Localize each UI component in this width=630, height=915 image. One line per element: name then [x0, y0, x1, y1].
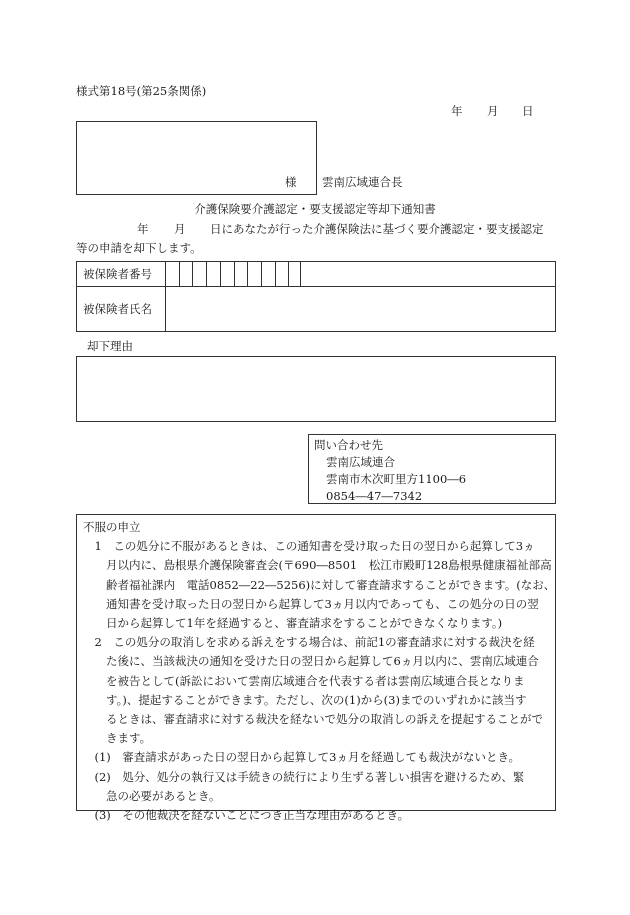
contact-phone: 0854―47―7342 [326, 489, 423, 503]
addressee-box[interactable] [76, 121, 317, 195]
table-divider [77, 286, 555, 287]
objection-line: (2) 処分、処分の執行又は手続きの続行により生ずる著しい損害を避けるため、緊 [83, 769, 525, 784]
insured-number-label: 被保険者番号 [83, 267, 152, 281]
rejection-reason-label: 却下理由 [87, 339, 133, 353]
insured-info-table [76, 261, 556, 332]
digit-cell[interactable] [261, 262, 274, 286]
date-month-label: 月 [487, 104, 499, 118]
insured-name-label: 被保険者氏名 [83, 302, 152, 316]
rejection-reason-box[interactable] [76, 356, 556, 422]
objection-heading: 不服の申立 [83, 520, 141, 534]
objection-line: を被告として(訴訟において雲南広域連合を代表する者は雲南広域連合長となりま [83, 673, 525, 688]
objection-line: るときは、審査請求に対する裁決を経ないで処分の取消しの訴えを提起することがで [83, 712, 543, 727]
objection-line: (1) 審査請求があった日の翌日から起算して3ヵ月を経過しても裁決がないとき。 [83, 750, 521, 765]
objection-line: 2 この処分の取消しを求める訴えをする場合は、前記1の審査請求に対する裁決を経 [83, 635, 535, 650]
digit-cell[interactable] [192, 262, 205, 286]
date-day-label: 日 [522, 104, 534, 118]
digit-cell[interactable] [206, 262, 219, 286]
digit-cell[interactable] [220, 262, 233, 286]
digit-cell[interactable] [288, 262, 301, 286]
page-title: 介護保険要介護認定・要支援認定等却下通知書 [194, 202, 436, 216]
intro-month-label: 月 [174, 222, 186, 236]
objection-line: 齢者福祉課内 電話0852―22―5256)に対して審査請求することができます。(なお、 [83, 577, 556, 592]
objection-line: 急の必要があるとき。 [83, 788, 221, 803]
objection-line: す。)、提起することができます。ただし、次の(1)から(3)までのいずれかに該当す [83, 692, 527, 707]
objection-line: (3) その他裁決を経ないことにつき正当な理由があるとき。 [83, 808, 410, 823]
digit-cell[interactable] [179, 262, 192, 286]
contact-address: 雲南市木次町里方1100―6 [326, 472, 467, 486]
intro-text-line2: 等の申請を却下します。 [76, 241, 202, 255]
objection-notice-box [76, 514, 556, 823]
issuer-name: 雲南広域連合長 [322, 175, 403, 189]
insured-number-cells[interactable] [165, 262, 302, 286]
digit-cell[interactable] [165, 262, 178, 286]
table-blank-area [302, 262, 555, 286]
digit-cell[interactable] [275, 262, 288, 286]
addressee-honorific: 様 [285, 175, 297, 189]
contact-org: 雲南広域連合 [326, 455, 395, 469]
date-year-label: 年 [451, 104, 463, 118]
objection-line: 1 この処分に不服があるときは、この通知書を受け取った日の翌日から起算して3ヵ [83, 539, 535, 554]
intro-year-label: 年 [137, 222, 149, 236]
contact-heading: 問い合わせ先 [314, 438, 383, 452]
intro-text-line1: 日にあなたが行った介護保険法に基づく要介護認定・要支援認定 [210, 222, 544, 236]
objection-line: 日から起算して1年を経過すると、審査請求をすることができなくなります。) [83, 616, 503, 631]
contact-box [308, 434, 556, 504]
digit-cell[interactable] [247, 262, 260, 286]
objection-line: た後に、当該裁決の通知を受けた日の翌日から起算して6ヵ月以内に、雲南広域連合 [83, 654, 539, 669]
objection-line: 通知書を受け取った日の翌日から起算して3ヵ月以内であっても、この処分の日の翌 [83, 596, 539, 611]
objection-line: 月以内に、島根県介護保険審査会(〒690―8501 松江市殿町128島根県健康福祉部高 [83, 558, 552, 573]
form-number: 様式第18号(第25条関係) [76, 84, 207, 98]
digit-cell[interactable] [234, 262, 247, 286]
objection-line: きます。 [83, 731, 152, 746]
